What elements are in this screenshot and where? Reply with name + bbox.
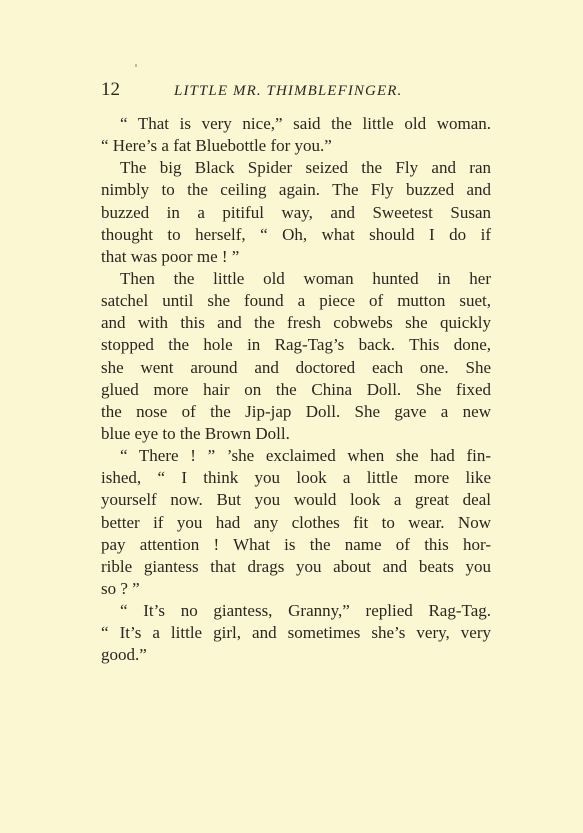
text-line: “ It’s no giantess, Granny,” replied Rag-Tag.	[120, 601, 491, 621]
running-title: LITTLE MR. THIMBLEFINGER.	[174, 83, 403, 99]
text-line: nimbly to the ceiling again. The Fly buzzed and	[101, 180, 491, 200]
text-line: satchel until she found a piece of mutton suet,	[101, 291, 491, 311]
running-head	[101, 79, 491, 103]
text-line: and with this and the fresh cobwebs she quickly	[101, 313, 491, 333]
text-line: yourself now. But you would look a great deal	[101, 490, 491, 510]
text-line: The big Black Spider seized the Fly and ran	[120, 158, 491, 178]
text-line: stopped the hole in Rag-Tag’s back. This done,	[101, 335, 491, 355]
text-line: thought to herself, “ Oh, what should I do if	[101, 224, 491, 244]
text-line: blue eye to the Brown Doll.	[101, 423, 290, 443]
text-line: buzzed in a pitiful way, and Sweetest Susan	[101, 202, 491, 222]
text-line: “ It’s a little girl, and sometimes she’s very, very	[101, 623, 491, 643]
text-line: “ That is very nice,” said the little old woman.	[120, 114, 491, 133]
text-line: glued more hair on the China Doll. She fixed	[101, 379, 491, 399]
text-line: rible giantess that drags you about and beats you	[101, 556, 491, 576]
body-text	[101, 113, 491, 667]
text-line: “ Here’s a fat Bluebottle for you.”	[101, 136, 332, 156]
text-line: Then the little old woman hunted in her	[120, 268, 491, 288]
text-line: good.”	[101, 645, 147, 665]
text-line: so ? ”	[101, 578, 140, 598]
text-line: the nose of the Jip-jap Doll. She gave a new	[101, 401, 491, 421]
paragraph	[101, 445, 491, 600]
paragraph	[101, 600, 491, 666]
text-line: pay attention ! What is the name of this hor-	[101, 534, 491, 554]
paragraph	[101, 268, 491, 445]
paragraph	[101, 157, 491, 268]
text-line: better if you had any clothes fit to wear. Now	[101, 512, 491, 532]
paragraph	[101, 113, 491, 157]
page-number: 12	[101, 79, 120, 100]
text-line: ished, “ I think you look a little more like	[101, 468, 491, 488]
text-line: “ There ! ” ’she exclaimed when she had fin-	[120, 446, 491, 466]
text-line: she went around and doctored each one. She	[101, 357, 491, 377]
text-line: that was poor me ! ”	[101, 246, 240, 266]
paper-speck	[135, 64, 137, 67]
